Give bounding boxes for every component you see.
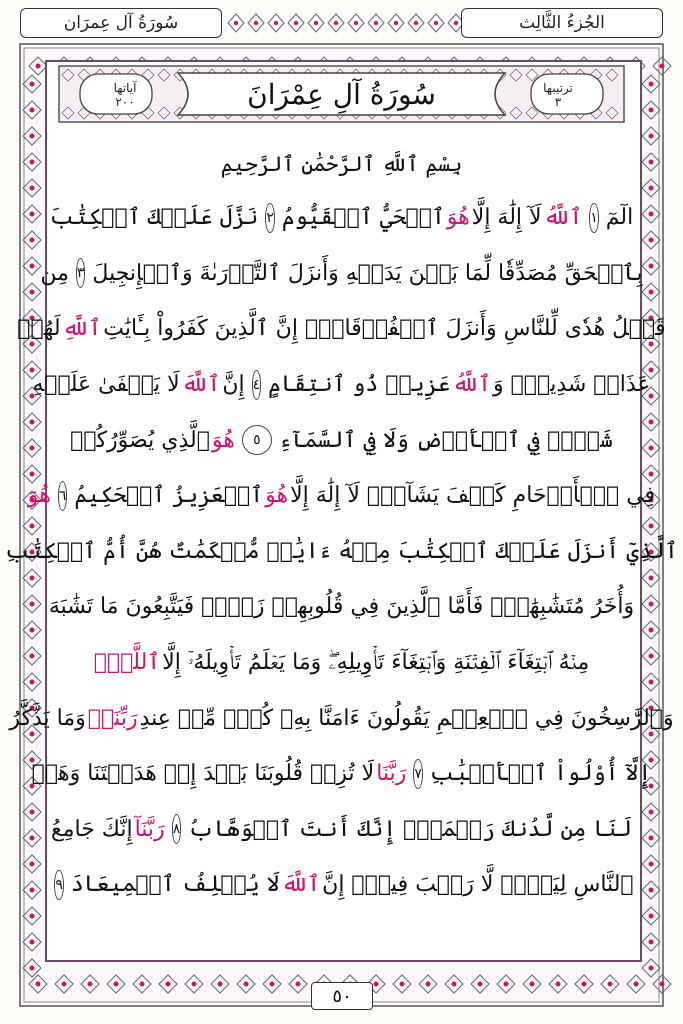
verses-badge	[98, 75, 152, 115]
ayah-number-marker: ٧	[413, 759, 423, 789]
verse-text: لَنَا مِن لَّدُنكَ رَحۡمَةًۚ إِنَّكَ أَنتَ ٱلۡوَهَّابُ	[188, 816, 632, 842]
ayah-number-marker: ٤	[252, 370, 262, 400]
verse-text: ٱلۡعَزِيزُ ٱلۡحَكِيمُ	[74, 483, 264, 509]
ayah-number-marker: ٢	[265, 203, 275, 233]
highlighted-word: ٱللَّهَ	[281, 872, 321, 898]
verse-text: لَا يُخۡلِفُ ٱلۡمِيعَادَ	[70, 872, 280, 898]
highlighted-word: هُوَ	[446, 205, 470, 231]
verse-lines	[5, 138, 678, 913]
highlighted-word: هُوَ	[27, 483, 51, 509]
verses-label: آياتها	[113, 81, 137, 95]
verse-text: ٱلَّذِيٓ أَنزَلَ عَلَيۡكَ ٱلۡكِتَٰبَ مِنۡهُ ءَايَٰتٞ مُّحۡكَمَٰتٌ هُنَّ أُمُّ ٱلۡكِتَٰبِ	[5, 538, 678, 564]
verse-text: إِلَّآ أُوْلُواْ ٱلۡأَلۡبَٰبِ	[429, 761, 652, 787]
verse-line	[60, 635, 623, 691]
verse-text: قَبۡلُ هُدٗى لِّلنَّاسِ وَأَنزَلَ ٱلۡفُرۡقَانَۗ إِنَّ ٱلَّذِينَ كَفَرُواْ بِـَٔايَٰتِ	[103, 316, 666, 342]
verse-text: ٱلَّذِي يُصَوِّرُكُمۡ	[70, 427, 210, 453]
ayah-number-marker: ٥	[242, 425, 272, 455]
verse-text: بِٱلۡحَقِّ مُصَدِّقٗا لِّمَا بَيۡنَ يَدَيۡهِ وَأَنزَلَ ٱلتَّوۡرَىٰةَ وَٱلۡإِنجِيلَ	[92, 260, 643, 286]
verse-text: لَا تُزِغۡ قُلُوبَنَا بَعۡدَ إِذۡ هَدَيۡتَنَا وَهَبۡ	[31, 761, 375, 787]
ayah-number-marker: ٣	[76, 258, 86, 288]
page-number: ٥٠	[311, 982, 373, 1010]
verse-text: نَزَّلَ عَلَيۡكَ ٱلۡكِتَٰبَ	[49, 205, 259, 231]
verse-line	[55, 857, 634, 913]
verse-text: عَذَابٞ شَدِيدٞۗ وَ	[492, 372, 651, 398]
surah-name-text: سُورَةُ آل عِمرَان	[63, 13, 179, 33]
verse-text: وَمَا يَذَّكَّرُ	[9, 705, 86, 731]
verse-text: إِنَّ	[222, 372, 245, 398]
verse-text: لَا يَخۡفَىٰ عَلَيۡهِ	[32, 372, 180, 398]
ayah-number-marker: ١	[589, 203, 599, 233]
verse-text: لَهُمۡ	[17, 316, 61, 342]
verse-line	[48, 579, 635, 635]
verse-text: شَيۡءٞ فِي ٱلۡأَرۡضِ وَلَا فِي ٱلسَّمَآءِ	[278, 427, 613, 453]
juz-text: الجُزءُ الثَّالِث	[519, 13, 605, 33]
verse-text: ٱلنَّاسِ لِيَوۡمٖ لَّا رَيۡبَ فِيهِۚ إِنَّ	[322, 872, 634, 898]
highlighted-word: ٱللَّهَ	[181, 372, 221, 398]
verse-line	[32, 357, 651, 413]
verse-text: مِنۡهُ ٱبۡتِغَآءَ ٱلۡفِتۡنَةِ وَٱبۡتِغَآءَ تَأۡوِيلِهِۦۖ وَمَا يَعۡلَمُ تَأۡوِيلَهُۥٓ إِلَّا	[162, 650, 590, 676]
verse-text: لَآ إِلَٰهَ إِلَّا	[471, 205, 542, 231]
verse-text: الٓمٓ	[605, 205, 634, 231]
highlighted-word: هُوَ	[265, 483, 289, 509]
order-label: ترتيبها	[543, 81, 573, 95]
verse-text: فِي ٱلۡأَرۡحَامِ كَيۡفَ يَشَآءُۚ لَآ إِلَٰهَ إِلَّا	[290, 483, 656, 509]
highlighted-word: ٱللَّهُۗ	[93, 650, 161, 676]
ayah-number-marker: ٩	[54, 870, 64, 900]
ayah-number-marker: ٨	[172, 814, 182, 844]
juz-label	[461, 8, 663, 38]
verse-text: عَزِيزٞ ذُو ٱنتِقَامٍ	[268, 372, 451, 398]
highlighted-word: ٱللَّهُ	[543, 205, 583, 231]
verse-line	[9, 690, 674, 746]
verse-line	[5, 524, 678, 580]
header-ornament	[226, 8, 457, 38]
verse-text: وَٱلرَّٰسِخُونَ فِي ٱلۡعِلۡمِ يَقُولُونَ ءَامَنَّا بِهِۦ كُلّٞ مِّنۡ عِندِ	[139, 705, 674, 731]
verse-text: وَأُخَرُ مُتَشَٰبِهَٰتٞۖ فَأَمَّا ٱلَّذِينَ فِي قُلُوبِهِمۡ زَيۡغٞ فَيَتَّبِعُونَ مَا تَشَٰبَهَ	[48, 594, 635, 620]
highlighted-word: رَبَّنَآ	[134, 816, 165, 842]
ayah-number-marker: ٦	[58, 481, 68, 511]
verse-text: مِن	[40, 260, 69, 286]
verse-line	[17, 301, 666, 357]
verse-line	[40, 246, 643, 302]
highlighted-word: رَبِّنَاۗ	[87, 705, 138, 731]
verse-line	[51, 802, 632, 858]
verse-text: ٱلۡحَيُّ ٱلۡقَيُّومُ	[281, 205, 445, 231]
verse-text: إِنَّكَ جَامِعُ	[51, 816, 133, 842]
surah-title: سُورَةُ آلِ عِمْرَانَ	[247, 77, 436, 111]
verse-line	[27, 468, 656, 524]
surah-name-label	[20, 8, 222, 38]
highlighted-word: ٱللَّهِ	[62, 316, 102, 342]
highlighted-word: رَبَّنَا	[376, 761, 407, 787]
order-value: ٣	[554, 95, 562, 109]
highlighted-word: هُوَ	[211, 427, 235, 453]
verse-line	[60, 412, 623, 468]
order-badge	[531, 75, 585, 115]
verses-value: ٢٠٠	[115, 95, 135, 109]
basmala: بِسْمِ ٱللَّهِ ٱلرَّحْمَٰنِ ٱلرَّحِيمِ	[220, 152, 463, 176]
highlighted-word: ٱللَّهُ	[452, 372, 491, 398]
surah-title-banner	[58, 65, 625, 123]
verse-line	[49, 190, 634, 246]
verse-line	[31, 746, 652, 802]
